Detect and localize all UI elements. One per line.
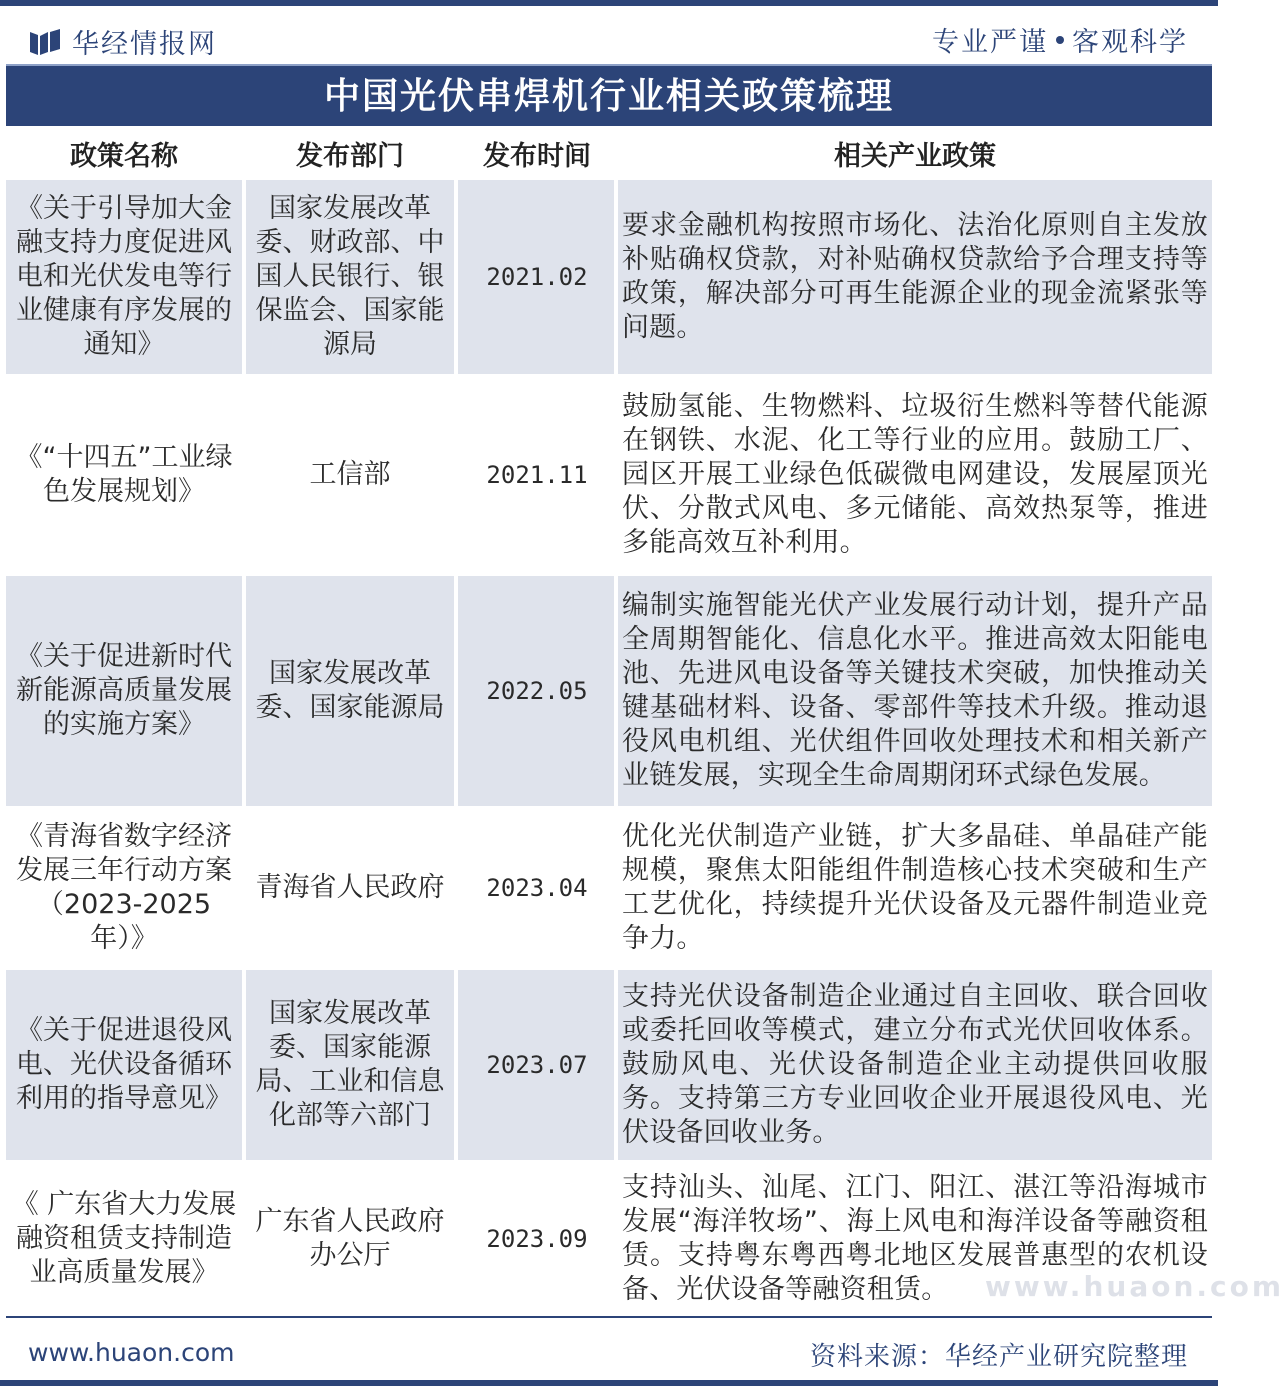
table-row — [6, 576, 1212, 806]
table-row — [6, 970, 1212, 1160]
bottom-rule — [0, 1380, 1218, 1386]
policy-content-cell: 鼓励氢能、生物燃料、垃圾衍生燃料等替代能源在钢铁、水泥、化工等行业的应用。鼓励工厂、园区开展工业绿色低碳微电网建设，发展屋顶光伏、分散式风电、多元储能、高效热泵等，推进多能高效互补利用。 — [622, 391, 1208, 558]
department-cell: 国家发展改革委、国家能源局、工业和信息化部等六部门 — [255, 998, 445, 1131]
date-cell: 2021.02 — [486, 263, 588, 291]
watermark: www.huaon.com — [985, 1270, 1284, 1303]
table-row — [6, 180, 1212, 374]
column-header-policy: 相关产业政策 — [618, 126, 1212, 180]
column-header-dept: 发布部门 — [246, 126, 454, 180]
date-cell: 2022.05 — [486, 677, 588, 705]
date-cell: 2023.07 — [486, 1051, 588, 1079]
policy-name-cell: 《关于引导加大金融支持力度促进风电和光伏发电等行业健康有序发展的通知》 — [16, 193, 232, 360]
table-title: 中国光伏串焊机行业相关政策梳理 — [6, 64, 1212, 126]
logo-icon — [30, 29, 60, 55]
department-cell: 国家发展改革委、国家能源局 — [255, 658, 445, 723]
slogan-left: 专业严谨 — [932, 27, 1048, 58]
footer-rule — [6, 1316, 1212, 1318]
slogan-right: 客观科学 — [1072, 27, 1188, 58]
policy-content-cell: 支持光伏设备制造企业通过自主回收、联合回收或委托回收等模式，建立分布式光伏回收体系。鼓励风电、光伏设备制造企业主动提供回收服务。支持第三方专业回收企业开展退役风电、光伏设备回收业务。 — [622, 981, 1208, 1148]
column-header-name: 政策名称 — [6, 126, 242, 180]
policy-content-cell: 优化光伏制造产业链，扩大多晶硅、单晶硅产能规模，聚焦太阳能组件制造核心技术突破和生产工艺优化，持续提升光伏设备及元器件制造业竞争力。 — [622, 821, 1208, 954]
department-cell: 工信部 — [309, 459, 391, 490]
department-cell: 青海省人民政府 — [255, 872, 445, 903]
policy-name-cell: 《关于促进退役风电、光伏设备循环利用的指导意见》 — [16, 1015, 232, 1114]
policy-name-cell: 《关于促进新时代新能源高质量发展的实施方案》 — [16, 641, 232, 740]
policy-content-cell: 要求金融机构按照市场化、法治化原则自主发放补贴确权贷款，对补贴确权贷款给予合理支持等政策，解决部分可再生能源企业的现金流紧张等问题。 — [622, 210, 1208, 343]
table-row — [6, 378, 1212, 572]
header — [0, 6, 1218, 64]
logo — [30, 22, 217, 61]
slogan — [932, 20, 1188, 59]
policy-name-cell: 《 广东省大力发展融资租赁支持制造业高质量发展》 — [11, 1189, 237, 1288]
column-header-time: 发布时间 — [458, 126, 616, 180]
date-cell: 2021.11 — [486, 461, 588, 489]
department-cell: 国家发展改革委、财政部、中国人民银行、银保监会、国家能源局 — [255, 193, 445, 360]
policy-content-cell: 支持汕头、汕尾、江门、阳江、湛江等沿海城市发展“海洋牧场”、海上风电和海洋设备等融资租赁。支持粤东粤西粤北地区发展普惠型的农机设备、光伏设备等融资租赁。 — [622, 1172, 1208, 1305]
footer-source: 资料来源：华经产业研究院整理 — [809, 1342, 1188, 1372]
footer-url: www.huaon.com — [28, 1338, 235, 1367]
table-row — [6, 810, 1212, 966]
logo-text: 华经情报网 — [72, 29, 217, 60]
date-cell: 2023.09 — [486, 1225, 588, 1253]
bullet-dot-icon — [1056, 36, 1064, 44]
date-cell: 2023.04 — [486, 874, 588, 902]
policy-name-cell: 《“十四五”工业绿色发展规划》 — [15, 442, 233, 507]
department-cell: 广东省人民政府办公厅 — [255, 1206, 445, 1271]
policy-content-cell: 编制实施智能光伏产业发展行动计划，提升产品全周期智能化、信息化水平。推进高效太阳能电池、先进风电设备等关键技术突破，加快推动关键基础材料、设备、零部件等技术升级。推动退役风电机组、光伏组件回收处理技术和相关新产业链发展，实现全生命周期闭环式绿色发展。 — [622, 590, 1208, 791]
policy-name-cell: 《青海省数字经济发展三年行动方案（2023-2025年）》 — [16, 821, 232, 954]
